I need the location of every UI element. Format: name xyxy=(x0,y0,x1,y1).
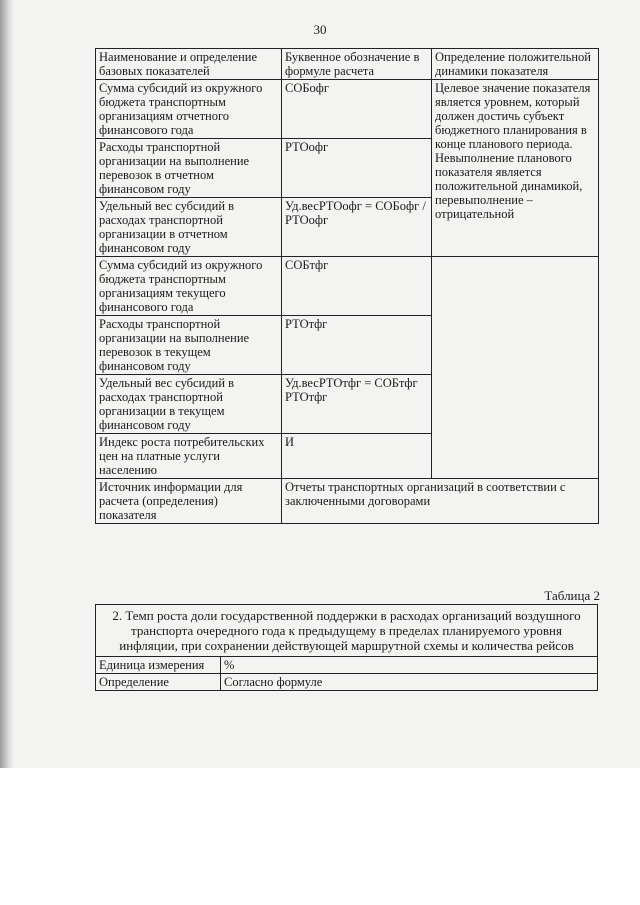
header-cell: Буквенное обозначение в формуле расчета xyxy=(282,49,432,80)
indicators-table xyxy=(95,48,599,524)
table-header-row xyxy=(96,49,599,80)
indicator-symbol: СОБофг xyxy=(282,80,432,139)
row-label: Определение xyxy=(96,674,221,691)
indicator-symbol: Уд.весРТОофг = СОБофг / РТОофг xyxy=(282,198,432,257)
indicator-symbol: Уд.весРТОтфг = СОБтфг РТОтфг xyxy=(282,375,432,434)
indicator-name: Удельный вес субсидий в расходах транспортной организации в отчетном финансовом году xyxy=(96,198,282,257)
source-row xyxy=(96,479,599,524)
row-value: % xyxy=(221,657,598,674)
scan-edge-shadow xyxy=(0,0,14,768)
indicator-symbol: РТОофг xyxy=(282,139,432,198)
row-label: Единица измерения xyxy=(96,657,221,674)
source-label: Источник информации для расчета (определения) показателя xyxy=(96,479,282,524)
indicator-name: Расходы транспортной организации на выполнение перевозок в текущем финансовом году xyxy=(96,316,282,375)
empty-definition-cell xyxy=(432,257,599,479)
table-caption: Таблица 2 xyxy=(544,588,600,603)
indicator-name: Сумма субсидий из окружного бюджета транспортным организациям отчетного финансового года xyxy=(96,80,282,139)
indicator-name: Сумма субсидий из окружного бюджета транспортным организациям текущего финансового года xyxy=(96,257,282,316)
source-value: Отчеты транспортных организаций в соответствии с заключенными договорами xyxy=(282,479,599,524)
row-value: Согласно формуле xyxy=(221,674,598,691)
indicator-2-table xyxy=(95,604,598,691)
table-row xyxy=(96,674,598,691)
table-row xyxy=(96,657,598,674)
table-row xyxy=(96,80,599,139)
table-title-row xyxy=(96,605,598,657)
header-cell: Наименование и определение базовых показателей xyxy=(96,49,282,80)
indicator-title: 2. Темп роста доли государственной поддержки в расходах организаций воздушного транспорта очередного года к предыдущему в пределах планируемого уровня инфляции, при сохранении действующей маршрутной схемы и количества рейсов xyxy=(96,605,598,657)
indicator-name: Удельный вес субсидий в расходах транспортной организации в текущем финансовом году xyxy=(96,375,282,434)
page-number: 30 xyxy=(313,22,327,37)
indicator-symbol: СОБтфг xyxy=(282,257,432,316)
dynamics-definition: Целевое значение показателя является уровнем, который должен достичь субъект бюджетного планирования в конце планового периода. Невыполнение планового показателя является положительной динамикой, перевыполнение – отрицательной xyxy=(432,80,599,257)
indicator-symbol: РТОтфг xyxy=(282,316,432,375)
indicator-symbol: И xyxy=(282,434,432,479)
table-row xyxy=(96,257,599,316)
indicator-name: Индекс роста потребительских цен на платные услуги населению xyxy=(96,434,282,479)
header-cell: Определение положительной динамики показателя xyxy=(432,49,599,80)
indicator-name: Расходы транспортной организации на выполнение перевозок в отчетном финансовом году xyxy=(96,139,282,198)
